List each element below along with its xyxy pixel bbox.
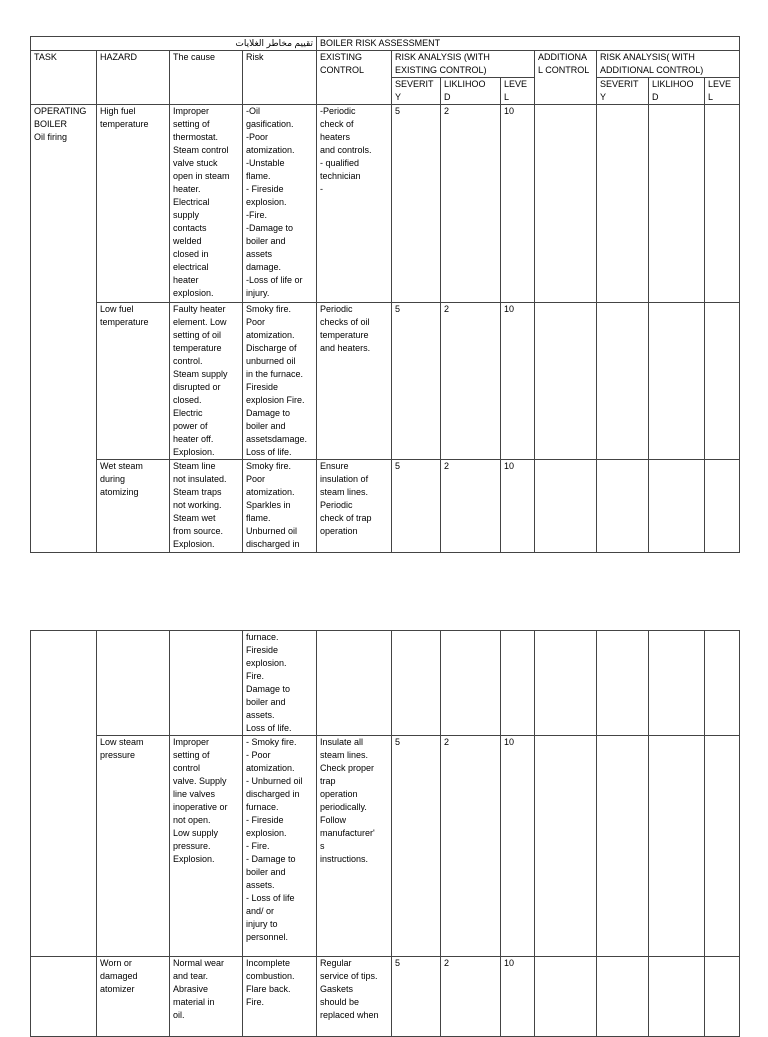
risk-cell: furnace. Fireside explosion. Fire. Damage to boiler and assets. Loss of life. — [243, 631, 317, 736]
document-title: BOILER RISK ASSESSMENT — [317, 37, 740, 51]
header-cause: The cause — [170, 51, 243, 105]
likelihood-cell: 2 — [441, 105, 501, 303]
level-cell: 10 — [501, 736, 535, 957]
header-likelihood-additional: LIKLIHOO D — [649, 78, 705, 105]
cause-cell: Normal wear and tear. Abrasive material in oil. — [170, 957, 243, 1037]
risk-assessment-table-page-2 — [30, 630, 740, 1037]
level-additional-cell — [705, 957, 740, 1037]
severity-additional-cell — [597, 105, 649, 303]
likelihood-cell — [441, 631, 501, 736]
level-cell: 10 — [501, 460, 535, 553]
level-additional-cell — [705, 736, 740, 957]
level-additional-cell — [705, 303, 740, 460]
table-row — [31, 957, 740, 1037]
risk-cell: Incomplete combustion. Flare back. Fire. — [243, 957, 317, 1037]
likelihood-cell: 2 — [441, 303, 501, 460]
header-risk: Risk — [243, 51, 317, 105]
additional-control-cell — [535, 631, 597, 736]
likelihood-cell: 2 — [441, 736, 501, 957]
hazard-cell — [97, 631, 170, 736]
additional-control-cell — [535, 460, 597, 553]
likelihood-additional-cell — [649, 105, 705, 303]
header-level: LEVE L — [501, 78, 535, 105]
task-cell — [31, 957, 97, 1037]
risk-cell: -Oil gasification. -Poor atomization. -Unstable flame. - Fireside explosion. -Fire. -Damage to boiler and assets damage. -Loss of life or injury. — [243, 105, 317, 303]
severity-cell: 5 — [392, 460, 441, 553]
header-likelihood: LIKLIHOO D — [441, 78, 501, 105]
severity-additional-cell — [597, 303, 649, 460]
additional-control-cell — [535, 957, 597, 1037]
severity-cell: 5 — [392, 303, 441, 460]
control-cell: Ensure insulation of steam lines. Periodic check of trap operation — [317, 460, 392, 553]
table-row — [31, 303, 740, 460]
level-cell — [501, 631, 535, 736]
task-cell — [31, 631, 97, 957]
severity-cell: 5 — [392, 105, 441, 303]
cause-cell: Steam line not insulated. Steam traps not working. Steam wet from source. Explosion. — [170, 460, 243, 553]
level-cell: 10 — [501, 957, 535, 1037]
hazard-cell: Wet steam during atomizing — [97, 460, 170, 553]
header-severity-additional: SEVERIT Y — [597, 78, 649, 105]
header-risk-analysis-existing: RISK ANALYSIS (WITH EXISTING CONTROL) — [392, 51, 535, 78]
header-level-additional: LEVE L — [705, 78, 740, 105]
hazard-cell: High fuel temperature — [97, 105, 170, 303]
header-existing-control: EXISTING CONTROL — [317, 51, 392, 105]
severity-cell: 5 — [392, 736, 441, 957]
control-cell: Insulate all steam lines. Check proper trap operation periodically. Follow manufacturer' s instructions. — [317, 736, 392, 957]
severity-additional-cell — [597, 957, 649, 1037]
level-cell: 10 — [501, 105, 535, 303]
severity-additional-cell — [597, 631, 649, 736]
control-cell: Periodic checks of oil temperature and heaters. — [317, 303, 392, 460]
level-additional-cell — [705, 105, 740, 303]
severity-additional-cell — [597, 736, 649, 957]
table-row — [31, 631, 740, 736]
likelihood-cell: 2 — [441, 460, 501, 553]
risk-cell: Smoky fire. Poor atomization. Discharge of unburned oil in the furnace. Fireside explosion Fire. Damage to boiler and assetsdamage. Loss of life. — [243, 303, 317, 460]
header-hazard: HAZARD — [97, 51, 170, 105]
cause-cell: Improper setting of thermostat. Steam control valve stuck open in steam heater. Electrical supply contacts welded closed in electrical heater explosion. — [170, 105, 243, 303]
table-row — [31, 105, 740, 303]
risk-cell: Smoky fire. Poor atomization. Sparkles in flame. Unburned oil discharged in — [243, 460, 317, 553]
likelihood-additional-cell — [649, 957, 705, 1037]
severity-additional-cell — [597, 460, 649, 553]
additional-control-cell — [535, 736, 597, 957]
likelihood-additional-cell — [649, 631, 705, 736]
level-additional-cell — [705, 631, 740, 736]
header-additional-control: ADDITIONA L CONTROL — [535, 51, 597, 105]
header-severity: SEVERIT Y — [392, 78, 441, 105]
table-row — [31, 736, 740, 957]
additional-control-cell — [535, 303, 597, 460]
control-cell: -Periodic check of heaters and controls. - qualified technician - — [317, 105, 392, 303]
likelihood-cell: 2 — [441, 957, 501, 1037]
likelihood-additional-cell — [649, 303, 705, 460]
header-risk-analysis-additional: RISK ANALYSIS( WITH ADDITIONAL CONTROL) — [597, 51, 740, 78]
severity-cell — [392, 631, 441, 736]
hazard-cell: Low steam pressure — [97, 736, 170, 957]
level-cell: 10 — [501, 303, 535, 460]
likelihood-additional-cell — [649, 460, 705, 553]
severity-cell: 5 — [392, 957, 441, 1037]
control-cell: Regular service of tips. Gaskets should be replaced when — [317, 957, 392, 1037]
risk-cell: - Smoky fire. - Poor atomization. - Unburned oil discharged in furnace. - Fireside explosion. - Fire. - Damage to boiler and assets. - Loss of life and/ or injury to personnel. — [243, 736, 317, 957]
hazard-cell: Low fuel temperature — [97, 303, 170, 460]
cause-cell: Faulty heater element. Low setting of oil temperature control. Steam supply disrupted or closed. Electric power of heater off. Explosion. — [170, 303, 243, 460]
arabic-title: تقييم مخاطر الغلايات — [31, 37, 317, 51]
control-cell — [317, 631, 392, 736]
task-cell: OPERATING BOILER Oil firing — [31, 105, 97, 553]
table-row — [31, 460, 740, 553]
header-task: TASK — [31, 51, 97, 105]
cause-cell — [170, 631, 243, 736]
level-additional-cell — [705, 460, 740, 553]
likelihood-additional-cell — [649, 736, 705, 957]
cause-cell: Improper setting of control valve. Supply line valves inoperative or not open. Low supply pressure. Explosion. — [170, 736, 243, 957]
additional-control-cell — [535, 105, 597, 303]
hazard-cell: Worn or damaged atomizer — [97, 957, 170, 1037]
risk-assessment-table-page-1 — [30, 36, 740, 553]
